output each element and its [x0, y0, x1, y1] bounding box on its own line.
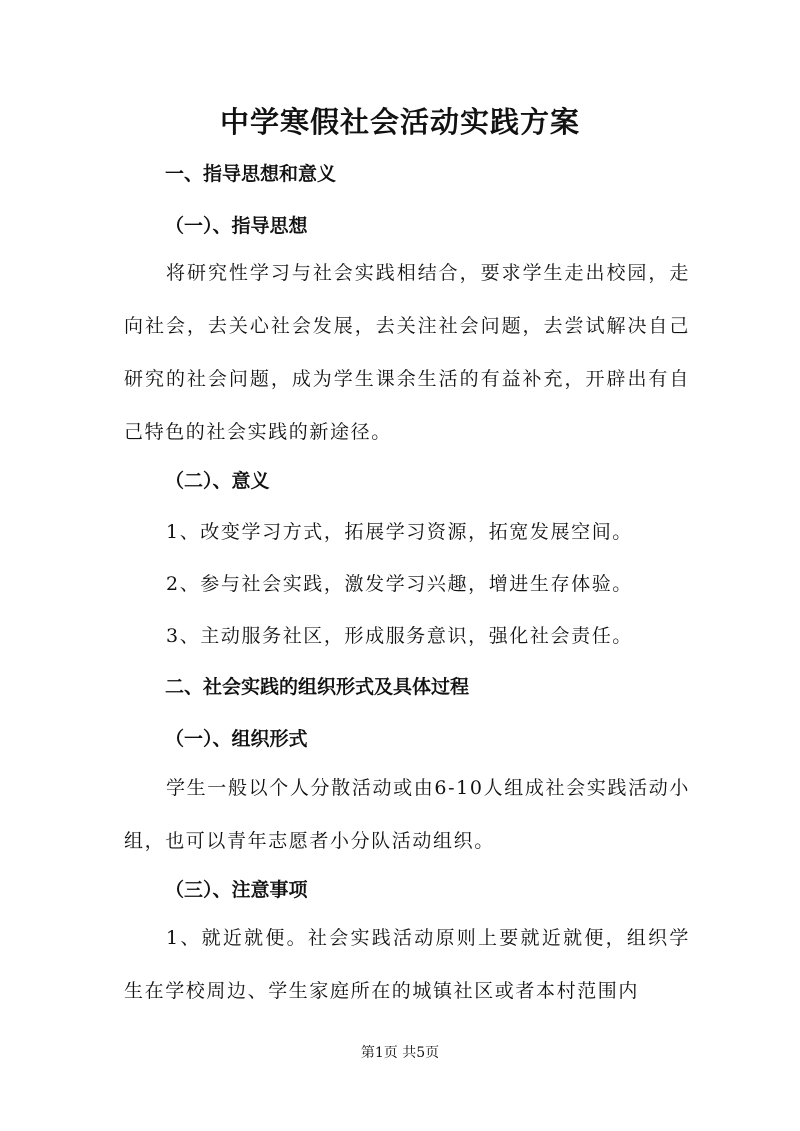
document-title: 中学寒假社会活动实践方案 — [219, 105, 580, 139]
paragraph-organization-form: 学生一般以个人分散活动或由6-10人组成社会实践活动小组，也可以青年志愿者小分队活动组织。 — [124, 777, 690, 852]
section-heading-organization-form-and-process: 二、社会实践的组织形式及具体过程 — [165, 676, 470, 698]
page-footer: 第1页 共5页 — [360, 1045, 440, 1061]
list-item: 1、改变学习方式，拓展学习资源，拓宽发展空间。 — [166, 521, 633, 543]
subsection-heading-notes: （三）、注意事项 — [165, 879, 308, 901]
list-item: 3、主动服务社区，形成服务意识，强化社会责任。 — [166, 625, 633, 647]
subsection-heading-significance: （二）、意义 — [165, 470, 270, 492]
subsection-heading-guiding-ideology: （一）、指导思想 — [165, 215, 308, 237]
paragraph-notes: 1、就近就便。社会实践活动原则上要就近就便，组织学生在学校周边、学生家庭所在的城镇社区或者本村范围内 — [124, 927, 690, 1002]
list-item: 2、参与社会实践，激发学习兴趣，增进生存体验。 — [166, 573, 633, 595]
section-heading-guiding-ideology-and-significance: 一、指导思想和意义 — [165, 163, 337, 185]
subsection-heading-organization-form: （一）、组织形式 — [165, 728, 308, 750]
paragraph-guiding-ideology: 将研究性学习与社会实践相结合，要求学生走出校园，走向社会，去关心社会发展，去关注社会问题，去尝试解决自己研究的社会问题，成为学生课余生活的有益补充，开辟出有自己特色的社会实践的新途径。 — [124, 262, 690, 443]
